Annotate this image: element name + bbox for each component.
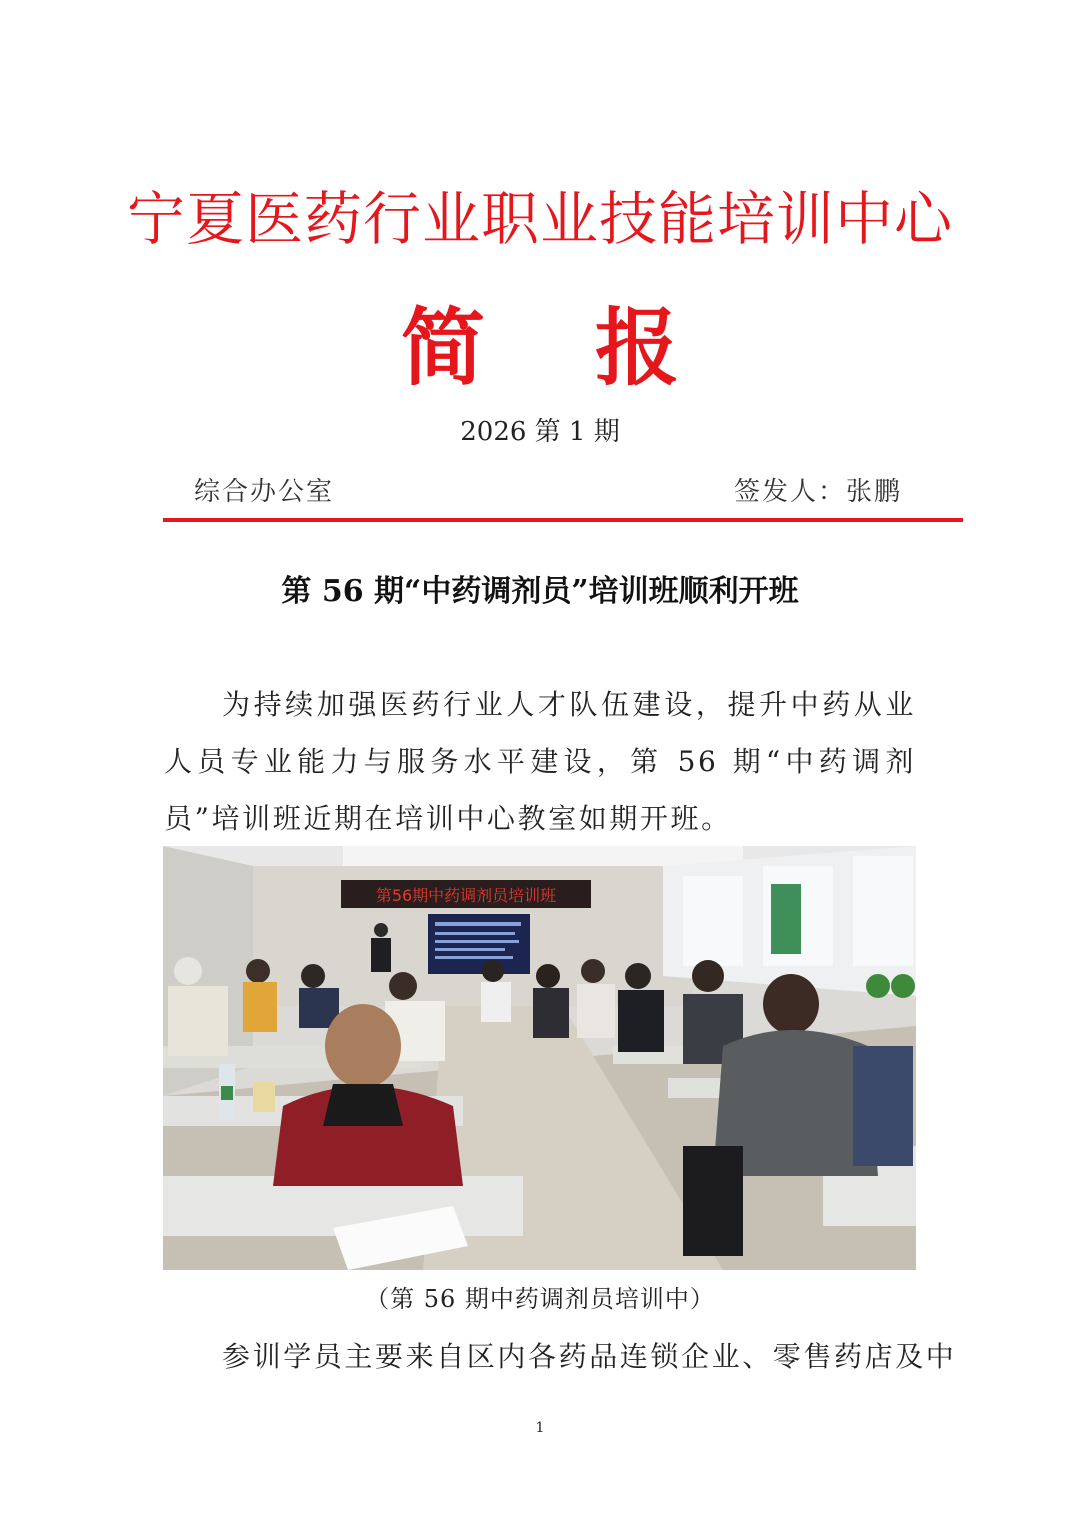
photo-caption: （第 56 期中药调剂员培训中） — [365, 1285, 715, 1313]
article-title: 第 56 期“中药调剂员”培训班顺利开班 — [281, 574, 799, 609]
signer: 签发人：张鹏 — [733, 477, 902, 507]
page-number: 1 — [535, 1420, 545, 1436]
red-divider — [163, 518, 963, 522]
paragraph-intro: 为持续加强医药行业人才队伍建设，提升中药从业人员专业能力与服务水平建设，第 56 期“中药调剂员”培训班近期在培训中心教室如期开班。 — [164, 688, 916, 835]
organization-title: 宁夏医药行业职业技能培训中心 — [126, 185, 953, 253]
issuing-office: 综合办公室 — [194, 477, 335, 507]
banner-text: 第56期中药调剂员培训班 — [375, 886, 557, 905]
classroom-photo — [163, 846, 916, 1270]
bulletin-title: 简报 — [400, 299, 789, 397]
paragraph-participants: 参训学员主要来自区内各药品连锁企业、零售药店及中 — [222, 1340, 957, 1373]
issue-number: 2026 第 1 期 — [460, 417, 620, 447]
